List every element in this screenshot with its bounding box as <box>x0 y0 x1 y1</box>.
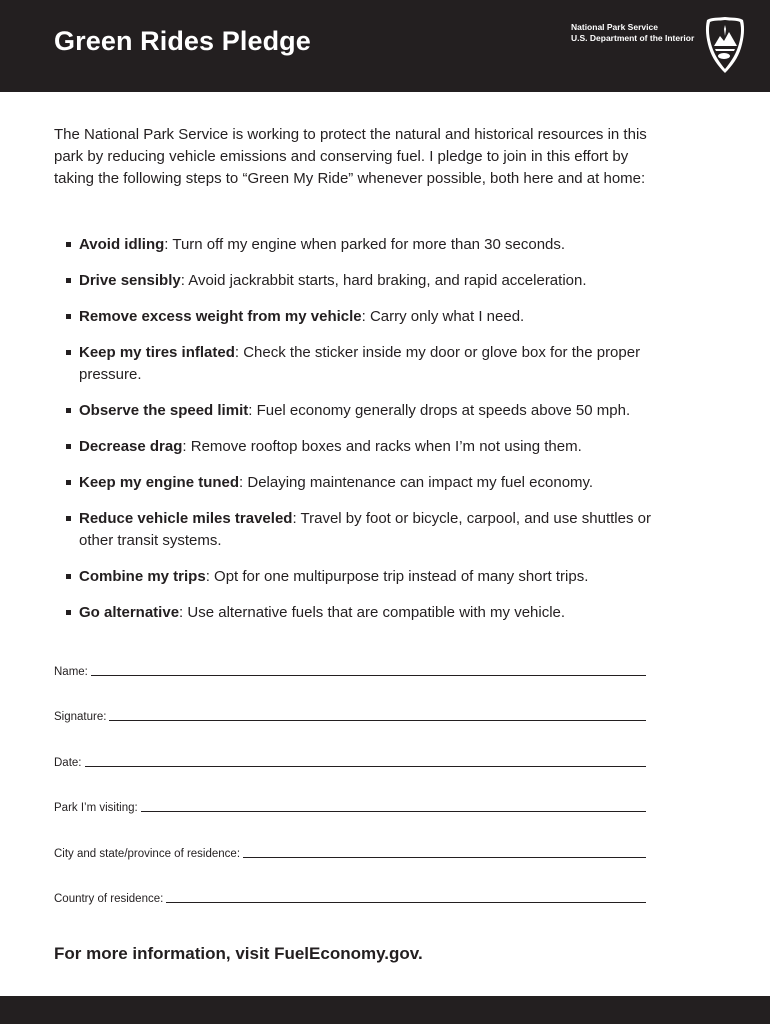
country-input-line[interactable] <box>166 891 646 903</box>
intro-paragraph: The National Park Service is working to protect the natural and historical resources in this park by reducing vehicle emissions and conserving fuel. I pledge to join in this effort by taking the following steps to “Green My Ride” whenever possible, both here and at home: <box>54 126 647 187</box>
step-title: Observe the speed limit <box>79 402 249 419</box>
pledge-steps-list <box>66 234 666 638</box>
list-item <box>66 602 666 624</box>
date-input-line[interactable] <box>85 755 647 767</box>
step-title: Remove excess weight from my vehicle <box>79 308 362 325</box>
step-text: : Remove rooftop boxes and racks when I’m not using them. <box>182 438 582 455</box>
bullet-icon <box>66 610 71 615</box>
country-label: Country of residence: <box>54 892 164 905</box>
list-item <box>66 472 666 494</box>
step-title: Combine my trips <box>79 568 206 585</box>
list-item <box>66 342 666 386</box>
list-item <box>66 270 666 292</box>
step-text: : Opt for one multipurpose trip instead of many short trips. <box>205 568 589 585</box>
park-input-line[interactable] <box>141 800 646 812</box>
footer-bar <box>0 996 770 1024</box>
bullet-icon <box>66 444 71 449</box>
city-state-input-line[interactable] <box>243 846 646 858</box>
step-title: Go alternative <box>79 604 180 621</box>
list-item <box>66 566 666 588</box>
step-title: Drive sensibly <box>79 272 181 289</box>
bullet-icon <box>66 278 71 283</box>
step-text: : Fuel economy generally drops at speeds above 50 mph. <box>248 402 631 419</box>
date-label: Date: <box>54 756 82 769</box>
step-text: : Carry only what I need. <box>361 308 525 325</box>
step-text: : Avoid jackrabbit starts, hard braking, and rapid acceleration. <box>180 272 587 289</box>
bullet-icon <box>66 350 71 355</box>
step-title: Keep my engine tuned <box>79 474 240 491</box>
nps-arrowhead-icon <box>704 16 746 74</box>
list-item <box>66 234 666 256</box>
step-title: Reduce vehicle miles traveled <box>79 510 293 527</box>
agency-name <box>571 22 694 44</box>
step-title: Avoid idling <box>79 236 165 253</box>
list-item <box>66 306 666 328</box>
date-field <box>54 753 646 769</box>
step-title: Decrease drag <box>79 438 183 455</box>
name-field <box>54 662 646 678</box>
bullet-icon <box>66 516 71 521</box>
city-state-field <box>54 844 646 860</box>
city-state-label: City and state/province of residence: <box>54 847 241 860</box>
name-input-line[interactable] <box>91 664 646 676</box>
bullet-icon <box>66 574 71 579</box>
signature-label: Signature: <box>54 711 107 724</box>
country-field <box>54 889 646 905</box>
header-bar <box>0 0 770 92</box>
bullet-icon <box>66 480 71 485</box>
step-text: : Turn off my engine when parked for more than 30 seconds. <box>164 236 566 253</box>
pledge-form <box>54 662 646 934</box>
step-text: : Check the sticker inside my door or glove box for the proper pressure. <box>79 344 641 383</box>
step-text: : Travel by foot or bicycle, carpool, and use shuttles or other transit systems. <box>79 510 651 549</box>
step-text: : Use alternative fuels that are compatible with my vehicle. <box>179 604 566 621</box>
step-title: Keep my tires inflated <box>79 344 235 361</box>
list-item <box>66 436 666 458</box>
more-info-text: For more information, visit FuelEconomy.gov. <box>54 944 423 963</box>
park-label: Park I’m visiting: <box>54 802 138 815</box>
bullet-icon <box>66 314 71 319</box>
park-field <box>54 798 646 814</box>
list-item <box>66 508 666 552</box>
agency-line-1: National Park Service <box>571 22 658 32</box>
signature-input-line[interactable] <box>109 709 646 721</box>
signature-field <box>54 707 646 723</box>
bullet-icon <box>66 242 71 247</box>
name-label: Name: <box>54 666 88 678</box>
step-text: : Delaying maintenance can impact my fuel economy. <box>239 474 594 491</box>
agency-line-2: U.S. Department of the Interior <box>571 33 695 43</box>
page-title: Green Rides Pledge <box>54 26 311 56</box>
list-item <box>66 400 666 422</box>
bullet-icon <box>66 408 71 413</box>
